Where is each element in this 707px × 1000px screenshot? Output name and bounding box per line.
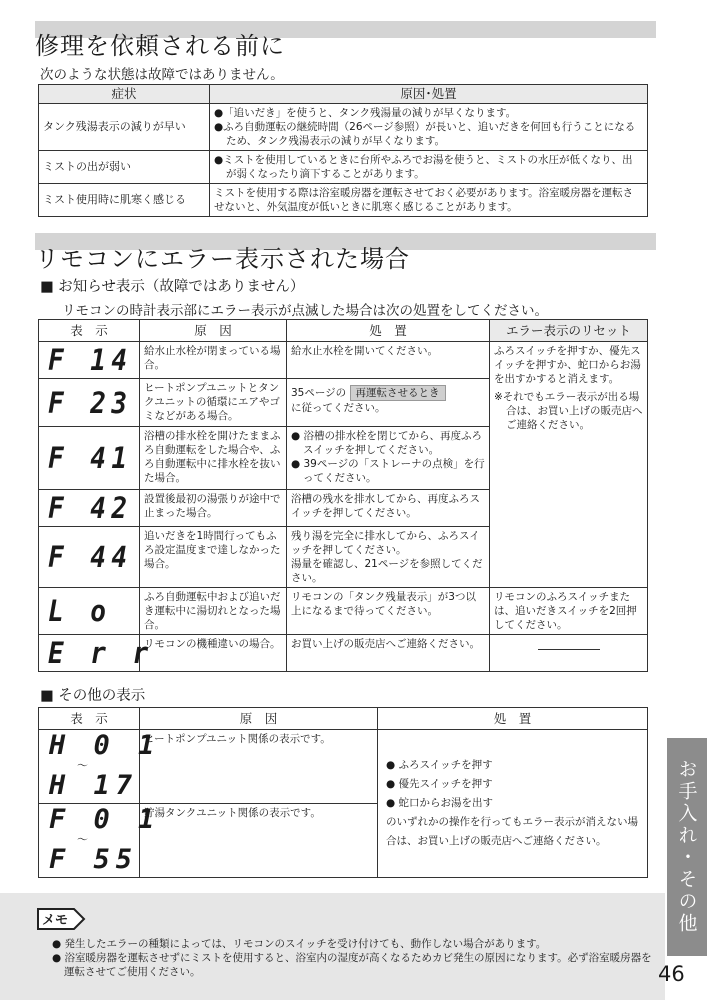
action-line: 残り湯を完全に排水してから、ふろスイッチを押してください。 [291,530,480,556]
section-lead: リモコンの時計表示部にエラー表示が点滅した場合は次の処置をしてください。 [62,303,548,319]
cause-line: ●「追いだき」を使うと、タンク残湯量の減りが早くなります。 [214,107,517,119]
error-code-to: F 55 [49,844,139,875]
cause-cell: 浴槽の排水栓を開けたままふろ自動運転をした場合や、ふろ自動運転中に排水栓を抜いた場合。 [140,427,287,490]
error-code-cell [39,730,161,804]
restart-button-label: 再運転させるとき [350,385,446,401]
action-line: ● 浴槽の排水栓を閉じてから、再度ふろスイッチを押してください。 [291,430,482,456]
table-row [39,730,648,804]
header-reset: エラー表示のリセット [490,320,648,342]
error-code-cell [39,527,140,588]
table-row [39,342,648,379]
table-row [39,151,648,184]
cause-cell: 貯湯タンクユニット関係の表示です。 [140,804,378,878]
error-code-cell [39,427,140,490]
action-note: のいずれかの操作を行ってもエラー表示が消えない場合は、お買い上げの販売店へご連絡ください。 [386,816,638,847]
memo-item: ● 発生したエラーの種類によっては、リモコンのスイッチを受け付けても、動作しない場合があります。 [52,938,547,950]
action-cell [287,427,490,490]
error-code: F 23 [48,385,133,420]
header-symptom: 症状 [39,85,210,104]
reset-cell [490,635,648,672]
action-cell: リモコンの「タンク残量表示」が3つ以上になるまで待ってください。 [287,588,490,635]
symptom-cell: ミスト使用時に肌寒く感じる [39,184,210,217]
header-display: 表 示 [39,708,140,730]
side-tab: お手入れ・その他 [667,738,707,956]
table-row [39,104,648,151]
other-display-table [38,707,648,878]
error-code-cell [39,804,161,878]
cause-cell [210,151,648,184]
symptom-cell: タンク残湯表示の減りが早い [39,104,210,151]
action-line: ● 39ページの「ストレーナの点検」を行ってください。 [291,458,485,484]
table-row [39,635,648,672]
symptom-table [38,84,648,217]
symptom-cell: ミストの出が弱い [39,151,210,184]
svg-text:メモ: メモ [42,913,69,928]
error-code-cell [39,490,140,527]
error-code-cell [39,342,140,379]
error-code: F 14 [48,343,133,377]
dash-line [538,649,600,650]
cause-line: ●ふろ自動運転の継続時間（26ページ参照）が長いと、追いだきを何回も行うことになるため、タンク残湯表示の減りが早くなります。 [214,121,636,147]
action-cell [287,527,490,588]
cause-cell: 設置後最初の湯張りが途中で止まった場合。 [140,490,287,527]
error-code-to: H 17 [49,770,139,801]
memo-item: ● 浴室暖房器を運転させずにミストを使用すると、浴室内の湿度が高くなるためカビ発生の原因になります。必ず浴室暖房器を運転させてご使用ください。 [52,952,652,978]
action-line: ● 蛇口からお湯を出す [386,797,493,809]
reset-cell [490,342,648,588]
memo-list [52,937,652,979]
section-lead: 次のような状態は故障ではありません。 [40,67,284,83]
page-number: 46 [658,962,685,986]
tilde: 〜 [77,759,88,772]
cause-cell: ヒートポンプユニットとタンクユニットの循環にエアやゴミなどがある場合。 [140,379,287,427]
action-cell [287,379,490,427]
error-code: F 42 [48,491,133,525]
cause-cell: ふろ自動運転中および追いだき運転中に湯切れとなった場合。 [140,588,287,635]
cause-cell: 追いだきを1時間行ってもふろ設定温度まで達しなかった場合。 [140,527,287,588]
cause-cell [210,104,648,151]
action-cell [378,730,648,878]
reset-text: ふろスイッチを押すか、優先スイッチを押すか、蛇口からお湯を出すかすると消えます。 [494,345,641,385]
header-action: 処 置 [287,320,490,342]
action-cell: お買い上げの販売店へご連絡ください。 [287,635,490,672]
error-table [38,319,648,672]
memo-icon [36,906,88,936]
error-code: F 44 [48,540,133,574]
error-code-cell [39,635,154,672]
action-text: に従ってください。 [291,402,386,414]
action-cell: 給水止水栓を開いてください。 [287,342,490,379]
table-row [39,184,648,217]
table-row [39,588,648,635]
error-code-cell [39,379,140,427]
action-line: ● ふろスイッチを押す [386,759,493,771]
section-title: 修理を依頼される前に [35,32,285,60]
action-text: 35ページの [291,387,347,399]
header-cause: 原 因 [140,320,287,342]
header-action: 処 置 [378,708,648,730]
action-line: 湯量を確認し、21ページを参照してください。 [291,558,483,584]
section-title: リモコンにエラー表示された場合 [35,245,410,273]
error-code: F 41 [48,441,133,475]
cause-line: ●ミストを使用しているときに台所やふろでお湯を使うと、ミストの水圧が低くなり、出が弱くなったり滴下することがあります。 [214,154,633,180]
header-cause: 原因･処置 [210,85,648,104]
cause-cell: 給水止水栓が閉まっている場合。 [140,342,287,379]
error-code-from: H 0 1 [49,730,161,761]
error-code-cell [39,588,140,635]
action-line: ● 優先スイッチを押す [386,778,493,790]
header-cause: 原 因 [140,708,378,730]
cause-cell: ミストを使用する際は浴室暖房器を運転させておく必要があります。浴室暖房器を運転させないと、外気温度が低いときに肌寒く感じることがあります。 [210,184,648,217]
cause-cell: リモコンの機種違いの場合。 [140,635,287,672]
error-code: L o [48,594,112,628]
section-subtitle: ■ お知らせ表示（故障ではありません） [40,279,305,295]
cause-cell: ヒートポンプユニット関係の表示です。 [140,730,378,804]
error-code-from: F 0 1 [49,804,161,835]
error-code: E r r [48,636,154,670]
action-cell: 浴槽の残水を排水してから、再度ふろスイッチを押してください。 [287,490,490,527]
reset-cell: リモコンのふろスイッチまたは、追いだきスイッチを2回押してください。 [490,588,648,635]
header-display: 表 示 [39,320,140,342]
reset-note: ※それでもエラー表示が出る場合は、お買い上げの販売店へご連絡ください。 [494,391,643,431]
tilde: 〜 [77,833,88,846]
section-subtitle: ■ その他の表示 [40,688,146,704]
